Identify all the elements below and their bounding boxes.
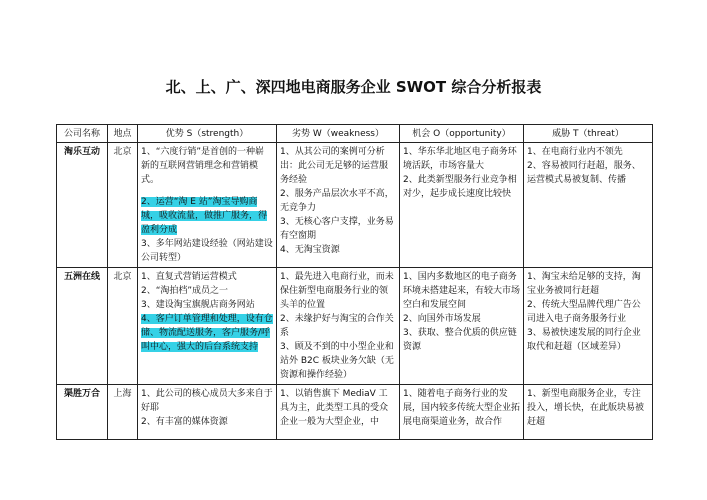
threat-item: 1、在电商行业内不领先 bbox=[527, 147, 623, 157]
location: 北京 bbox=[108, 268, 138, 385]
header-weaknesses: 劣势 W（weakness） bbox=[277, 125, 400, 143]
weakness-item: 4、无淘宝资源 bbox=[280, 245, 340, 255]
strength-item: 2、有丰富的媒体资源 bbox=[141, 417, 228, 427]
strength-item: 1、直复式营销运营模式 bbox=[141, 272, 237, 282]
strengths-cell bbox=[138, 143, 277, 268]
opportunities-cell bbox=[400, 268, 524, 385]
header-threats: 威胁 T（threat） bbox=[524, 125, 653, 143]
opportunities-cell bbox=[400, 385, 524, 440]
page-title: 北、上、广、深四地电商服务企业 SWOT 综合分析报表 bbox=[165, 78, 542, 96]
company-name: 渠胜万合 bbox=[57, 385, 108, 440]
strength-item: 2、“淘拍档”成员之一 bbox=[141, 286, 229, 296]
location: 北京 bbox=[108, 143, 138, 268]
opportunity-item: 2、此类新型服务行业竞争相对少，起步成长速度比较快 bbox=[403, 175, 517, 199]
weakness-item: 1、从其公司的案例可分析出：此公司无足够的运营服务经验 bbox=[280, 147, 389, 185]
threat-item: 2、容易被同行赶超，服务、运营模式易被复制、传播 bbox=[527, 161, 641, 185]
threats-cell bbox=[524, 268, 653, 385]
threat-item: 3、易被快速发展的同行企业取代和赶超（区域差异） bbox=[527, 328, 641, 352]
header-opportunities: 机会 O（opportunity） bbox=[400, 125, 524, 143]
table-row bbox=[57, 385, 653, 440]
threat-item: 2、传统大型品牌代理广告公司进入电子商务服务行业 bbox=[527, 300, 641, 324]
header-company: 公司名称 bbox=[57, 125, 108, 143]
weaknesses-cell bbox=[277, 268, 400, 385]
location: 上海 bbox=[108, 385, 138, 440]
strength-item: 3、建设淘宝旗舰店商务网站 bbox=[141, 300, 255, 310]
strength-item-highlighted: 4、客户订单管理和处理，设有仓储、物流配送服务，客户服务/呼叫中心，强大的后台系统支持 bbox=[141, 314, 273, 352]
header-location: 地点 bbox=[108, 125, 138, 143]
weakness-item: 1、以销售旗下 MediaV 工具为主，此类型工具的受众企业一般为大型企业，中 bbox=[280, 389, 389, 427]
table-row bbox=[57, 143, 653, 268]
opportunity-item: 1、随着电子商务行业的发展，国内较多传统大型企业拓展电商渠道业务，故合作 bbox=[403, 389, 521, 427]
threats-cell bbox=[524, 143, 653, 268]
weakness-item: 3、无核心客户支撑，业务易有空窗期 bbox=[280, 217, 394, 241]
company-name: 五洲在线 bbox=[57, 268, 108, 385]
threat-item: 1、新型电商服务企业，专注投入，增长快，在此版块易被赶超 bbox=[527, 389, 645, 427]
threats-cell bbox=[524, 385, 653, 440]
opportunities-cell bbox=[400, 143, 524, 268]
opportunity-item: 1、国内多数地区的电子商务环境未搭建起来，有较大市场空白和发展空间 bbox=[403, 272, 521, 310]
weakness-item: 3、顾及不到的中小型企业和站外 B2C 板块业务欠缺（无资源和操作经验） bbox=[280, 342, 394, 380]
swot-table bbox=[56, 124, 653, 440]
header-strengths: 优势 S（strength） bbox=[138, 125, 277, 143]
opportunity-item: 3、获取、整合优质的供应链资源 bbox=[403, 328, 517, 352]
strength-item: 1、“六度行销”是首创的一种崭新的互联网营销理念和营销模式。 bbox=[141, 147, 265, 185]
table-header-row bbox=[57, 125, 653, 143]
weaknesses-cell bbox=[277, 143, 400, 268]
weakness-item: 2、未缘护好与淘宝的合作关系 bbox=[280, 314, 394, 338]
strengths-cell bbox=[138, 385, 277, 440]
strength-item-highlighted: 2、运营“淘 E 站”淘宝导购商城，吸收流量，做推广服务，得盈利分成 bbox=[141, 197, 268, 235]
threat-item: 1、淘宝未给足够的支持，淘宝业务被同行赶超 bbox=[527, 272, 641, 296]
weaknesses-cell bbox=[277, 385, 400, 440]
weakness-item: 2、服务产品层次水平不高，无竞争力 bbox=[280, 189, 394, 213]
company-name: 淘乐互动 bbox=[57, 143, 108, 268]
weakness-item: 1、最先进入电商行业，而未保住新型电商服务行业的领头羊的位置 bbox=[280, 272, 394, 310]
strength-item: 1、此公司的核心成员大多来自于好耶 bbox=[141, 389, 273, 413]
strengths-cell bbox=[138, 268, 277, 385]
table-row bbox=[57, 268, 653, 385]
opportunity-item: 2、向国外市场发展 bbox=[403, 314, 481, 324]
opportunity-item: 1、华东华北地区电子商务环境活跃，市场容量大 bbox=[403, 147, 517, 171]
strength-item: 3、多年网站建设经验（网站建设公司转型） bbox=[141, 239, 273, 263]
